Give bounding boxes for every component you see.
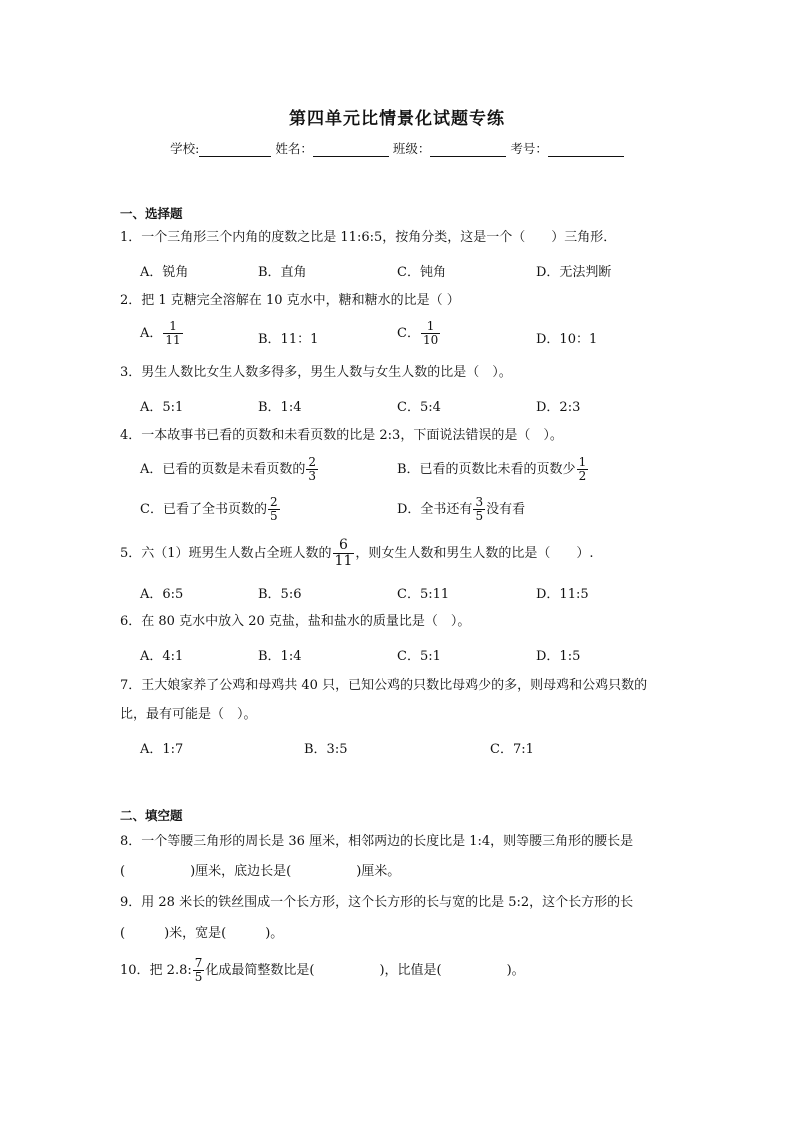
fraction — [268, 496, 280, 523]
numerator: 2 — [269, 495, 278, 509]
question-5-suffix: ，则女生人数和男生人数的比是（ ）. — [355, 546, 594, 561]
exam-no-blank — [548, 143, 624, 157]
q2-option-a — [140, 320, 184, 347]
q4-option-c — [140, 496, 281, 523]
q4-option-a-label: A．已看的页数是未看页数的 — [140, 462, 306, 477]
class-blank — [430, 143, 506, 157]
question-5-prefix: 5．六（1）班男生人数占全班人数的 — [120, 546, 332, 561]
q4-option-a — [140, 456, 319, 483]
numerator: 6 — [339, 537, 348, 553]
q5-option-b: B．5:6 — [258, 587, 302, 602]
q4-option-d — [397, 496, 525, 523]
q3-option-c: C．5:4 — [397, 400, 441, 415]
student-info — [0, 139, 794, 157]
question-1: 1．一个三角形三个内角的度数之比是 11:6:5，按角分类，这是一个（ ）三角形． — [120, 230, 617, 245]
fraction — [473, 496, 485, 523]
name-blank — [313, 143, 389, 157]
fraction — [333, 538, 355, 569]
q2-option-d: D．10：1 — [536, 332, 598, 347]
q3-option-d: D．2:3 — [536, 400, 581, 415]
q4-option-d-suffix: 没有看 — [486, 502, 526, 517]
question-8-line-2: ( )厘米，底边长是( )厘米。 — [120, 864, 401, 879]
denominator: 5 — [475, 509, 484, 523]
q1-option-b: B．直角 — [258, 265, 307, 280]
section-fill: 二、填空题 — [120, 808, 183, 823]
question-7-line-1: 7．王大娘家养了公鸡和母鸡共 40 只，已知公鸡的只数比母鸡少的多，则母鸡和公鸡只数的 — [120, 678, 648, 693]
denominator: 5 — [269, 509, 278, 523]
denominator: 11 — [334, 553, 353, 569]
fraction — [306, 456, 318, 483]
q6-option-d: D．1:5 — [536, 649, 581, 664]
q4-option-b-label: B．已看的页数比未看的页数少 — [397, 462, 576, 477]
q7-option-b: B．3:5 — [304, 742, 348, 757]
exam-no-label: 考号： — [510, 141, 548, 156]
question-6: 6．在 80 克水中放入 20 克盐，盐和盐水的质量比是（ ）。 — [120, 614, 471, 629]
class-label: 班级： — [392, 141, 431, 156]
q7-option-c: C．7:1 — [490, 742, 534, 757]
q5-option-a: A．6:5 — [140, 587, 184, 602]
denominator: 2 — [578, 469, 587, 483]
denominator: 10 — [422, 333, 439, 347]
denominator: 5 — [194, 970, 203, 984]
question-10-prefix: 10．把 2.8: — [120, 963, 192, 978]
school-label: 学校: — [170, 141, 200, 156]
q2-option-a-label: A． — [140, 326, 163, 341]
q3-option-b: B．1:4 — [258, 400, 302, 415]
numerator: 2 — [308, 455, 317, 469]
q6-option-b: B．1:4 — [258, 649, 302, 664]
question-10-suffix: 化成最简整数比是( )，比值是( )。 — [205, 963, 525, 978]
fraction — [421, 320, 440, 347]
q2-option-c — [397, 320, 441, 347]
numerator: 1 — [426, 319, 435, 333]
fraction — [163, 320, 182, 347]
question-4: 4．一本故事书已看的页数和未看页数的比是 2:3，下面说法错误的是（ ）。 — [120, 428, 563, 443]
fraction — [193, 957, 205, 984]
question-2: 2．把 1 克糖完全溶解在 10 克水中，糖和糖水的比是（ ） — [120, 293, 460, 308]
fraction — [577, 456, 589, 483]
q5-option-c: C．5:11 — [397, 587, 450, 602]
question-8-line-1: 8．一个等腰三角形的周长是 36 厘米，相邻两边的长度比是 1:4，则等腰三角形的腰长是 — [120, 834, 634, 849]
numerator: 7 — [194, 956, 203, 970]
q1-option-d: D．无法判断 — [536, 265, 612, 280]
denominator: 11 — [165, 333, 181, 347]
q6-option-a: A．4:1 — [140, 649, 184, 664]
denominator: 3 — [308, 469, 317, 483]
school-blank — [199, 143, 271, 157]
question-5 — [120, 538, 594, 569]
page-title: 第四单元比情景化试题专练 — [289, 109, 505, 129]
numerator: 3 — [475, 495, 484, 509]
q5-option-d: D．11:5 — [536, 587, 589, 602]
q3-option-a: A．5:1 — [140, 400, 184, 415]
name-label: 姓名： — [275, 141, 313, 156]
section-choice: 一、选择题 — [120, 206, 183, 221]
numerator: 1 — [169, 319, 177, 333]
question-9-line-2: ( )米，宽是( )。 — [120, 926, 284, 941]
q4-option-d-label: D．全书还有 — [397, 502, 473, 517]
q4-option-b — [397, 456, 589, 483]
q7-option-a: A．1:7 — [140, 742, 184, 757]
q6-option-c: C．5:1 — [397, 649, 441, 664]
q2-option-b: B．11：1 — [258, 332, 319, 347]
question-10 — [120, 957, 525, 984]
q1-option-a: A．锐角 — [140, 265, 189, 280]
numerator: 1 — [578, 455, 587, 469]
question-3: 3．男生人数比女生人数多得多，男生人数与女生人数的比是（ ）。 — [120, 365, 512, 380]
q4-option-c-label: C．已看了全书页数的 — [140, 502, 267, 517]
question-9-line-1: 9．用 28 米长的铁丝围成一个长方形，这个长方形的长与宽的比是 5:2，这个长方形的长 — [120, 895, 634, 910]
q2-option-c-label: C． — [397, 326, 420, 341]
question-7-line-2: 比，最有可能是（ ）。 — [120, 707, 257, 722]
q1-option-c: C．钝角 — [397, 265, 446, 280]
